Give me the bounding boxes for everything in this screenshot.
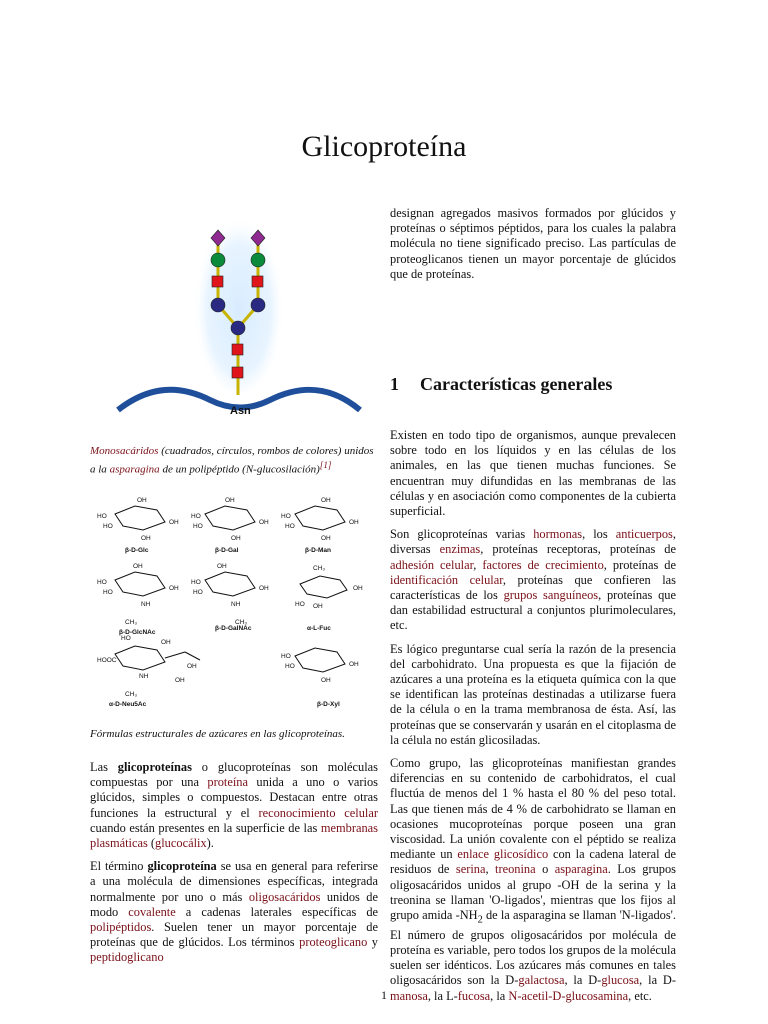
link-polipeptidos[interactable]: polipéptidos xyxy=(90,920,152,935)
paragraph-termino: El término glicoproteína se usa en general para referirse a una molécula de dimensiones específicas, integrada normalmente por uno o más oligosacáridos unidos de modo covalente a cadenas laterales específicas de polipéptidos. Suelen tener un mayor porcentaje de proteínas que de glúcidos. Los términos proteoglicano y peptidoglicano xyxy=(90,859,379,965)
svg-text:CH₃: CH₃ xyxy=(313,565,326,572)
link-proteina[interactable]: proteína xyxy=(207,775,248,790)
page-title: Glicoproteína xyxy=(301,130,467,164)
svg-text:OH: OH xyxy=(259,519,269,526)
svg-text:HO: HO xyxy=(281,653,291,660)
link-proteoglicano[interactable]: proteoglicano xyxy=(299,935,368,950)
sugar-label: β-D-Xyl xyxy=(317,701,340,708)
svg-text:HOOC: HOOC xyxy=(97,657,117,664)
svg-text:OH: OH xyxy=(137,497,147,504)
link-asparagina[interactable]: asparagina xyxy=(554,862,608,877)
circle-icon xyxy=(251,253,265,267)
svg-text:OH: OH xyxy=(259,585,269,592)
link-covalente[interactable]: covalente xyxy=(128,904,176,919)
paragraph-existen: Existen en todo tipo de organismos, aunque prevalecen sobre todo en los líquidos y en las células de los animales, en las que tienen muchas funciones. Se encuentran muy difundidas en las membranas de las células y en asociación como componentes de la cubierta superficial. xyxy=(390,428,676,519)
svg-text:OH: OH xyxy=(225,497,235,504)
svg-text:OH: OH xyxy=(175,677,185,684)
sugar-label: β-D-GalNAc xyxy=(215,625,252,632)
sugar-label: β-D-Glc xyxy=(125,547,149,554)
svg-text:HO: HO xyxy=(103,589,113,596)
svg-text:OH: OH xyxy=(321,535,331,542)
sugar-label: α-L-Fuc xyxy=(307,625,331,632)
svg-text:OH: OH xyxy=(353,585,363,592)
figure1-caption: Monosacáridos (cuadrados, círculos, rombos de colores) unidos a la asparagina de un polipéptido (N-glucosilación)[1] xyxy=(90,445,374,476)
circle-icon xyxy=(211,298,225,312)
page-number: 1 xyxy=(381,988,387,1002)
paragraph-logico: Es lógico preguntarse cual sería la razón de la presencia del carbohidrato. Una propuesta es que la fijación de azúcares a una proteína es la etiqueta química con la que se identifican las proteínas destinadas a utilizarse fuera de la célula o en la trama membranosa de ésta. Así, las proteínas que se conservarán y usarán en el citoplasma de la célula no están glicosiladas. xyxy=(390,641,676,747)
asn-label: Asn xyxy=(230,405,251,417)
svg-text:OH: OH xyxy=(349,519,359,526)
link-enzimas[interactable]: enzimas xyxy=(439,542,481,557)
link-enlace-glicosidico[interactable]: enlace glicosídico xyxy=(457,847,549,862)
link-galactosa[interactable]: galactosa xyxy=(518,973,565,988)
link-membranas-plasmaticas[interactable]: membranas plasmáticas xyxy=(90,820,378,851)
svg-text:HO: HO xyxy=(121,635,131,642)
svg-text:OH: OH xyxy=(169,519,179,526)
sugar-label: β-D-Man xyxy=(305,547,331,554)
svg-text:HO: HO xyxy=(97,513,107,520)
svg-text:OH: OH xyxy=(217,563,227,570)
svg-text:OH: OH xyxy=(133,563,143,570)
svg-text:OH: OH xyxy=(141,535,151,542)
section-heading: 1 Características generales xyxy=(390,374,613,394)
link-peptidoglicano[interactable]: peptidoglicano xyxy=(90,950,164,965)
link-n-acetil-glucosamina[interactable]: N-acetil-D-glucosamina xyxy=(508,988,629,1003)
link-glucocalix[interactable]: glucocálix xyxy=(155,836,207,851)
link-reconocimiento-celular[interactable]: reconocimiento celular xyxy=(258,805,379,820)
svg-text:OH: OH xyxy=(313,603,323,610)
square-icon xyxy=(232,344,243,355)
svg-text:CH₃: CH₃ xyxy=(235,619,248,626)
link-anticuerpos[interactable]: anticuerpos xyxy=(615,527,673,542)
paragraph-son: Son glicoproteínas varias hormonas, los anticuerpos, diversas enzimas, proteínas receptoras, proteínas de adhesión celular, factores de crecimiento, proteínas de identificación celular, proteínas que confieren las características de los grupos sanguíneos, proteínas que dan estabilidad estructural a conjuntos plurimoleculares, etc. xyxy=(390,527,677,633)
paragraph-grupo: Como grupo, las glicoproteínas manifiestan grandes diferencias en su contenido de carbohidratos, el cual fluctúa de menos del 1 % hasta el 80 % del peso total. Las que tienen más de 4 % de carbohidrato se llaman en ocasiones mucoproteínas porque poseen una gran viscosidad. La unión covalente con el péptido se realiza mediante un enlace glicosídico con la cadena lateral de residuos de serina, treonina o asparagina. Los grupos oligosacáridos unidos al grupo -OH de la serina y la treonina se llaman 'O-ligados', mientras que los fijos al grupo amida $-NH_2$ de la asparagina se llaman 'N-ligados'. El número de grupos oligosacáridos por molécula de proteína es variable, pero todos los grupos de la molécula suelen ser idénticos. Los azúcares más comunes en tales oligosacáridos son la D-galactosa, la D-glucosa, la D-manosa, la L-fucosa, la N-acetil-D-glucosamina, etc. xyxy=(390,756,677,1003)
square-icon xyxy=(232,367,243,378)
svg-text:HO: HO xyxy=(97,579,107,586)
svg-text:CH₃: CH₃ xyxy=(125,691,138,698)
svg-text:HO: HO xyxy=(295,601,305,608)
svg-text:HO: HO xyxy=(191,513,201,520)
link-treonina[interactable]: treonina xyxy=(495,862,536,877)
paragraph-continuation: designan agregados masivos formados por glúcidos y proteínas o séptimos péptidos, para los cuales la palabra molécula no tiene significado preciso. Las partículas de proteoglicanos tienen un mayor porcentaje de glúcidos que de proteínas. xyxy=(390,206,676,281)
svg-text:OH: OH xyxy=(187,663,197,670)
svg-text:HO: HO xyxy=(191,579,201,586)
link-factores-crecimiento[interactable]: factores de crecimiento xyxy=(482,557,604,572)
svg-text:NH: NH xyxy=(231,601,241,608)
figure2-caption: Fórmulas estructurales de azúcares en las glicoproteínas. xyxy=(90,728,345,740)
square-icon xyxy=(252,276,263,287)
svg-text:NH: NH xyxy=(141,601,151,608)
svg-text:OH: OH xyxy=(349,661,359,668)
sugar-label: β-D-GlcNAc xyxy=(119,629,156,636)
svg-text:OH: OH xyxy=(321,677,331,684)
svg-text:OH: OH xyxy=(231,535,241,542)
link-grupos-sanguineos[interactable]: grupos sanguíneos xyxy=(503,588,599,603)
square-icon xyxy=(212,276,223,287)
link-glucosa[interactable]: glucosa xyxy=(601,973,640,988)
circle-icon xyxy=(211,253,225,267)
link-serina[interactable]: serina xyxy=(455,862,486,877)
svg-text:CH₃: CH₃ xyxy=(125,619,138,626)
svg-text:HO: HO xyxy=(285,523,295,530)
link-fucosa[interactable]: fucosa xyxy=(457,988,491,1003)
right-column xyxy=(390,206,676,290)
svg-text:OH: OH xyxy=(169,585,179,592)
sugar-structures-figure xyxy=(95,492,365,714)
circle-icon xyxy=(251,298,265,312)
svg-text:OH: OH xyxy=(161,639,171,646)
glycan-diagram xyxy=(110,210,370,425)
right-column-section xyxy=(390,428,676,1012)
paragraph-intro: Las glicoproteínas o glucoproteínas son moléculas compuestas por una proteína unida a uno o varios glúcidos, simples o compuestos. Destacan entre otras funciones la estructural y el reconocimiento celular cuando están presentes en la superficie de las membranas plasmáticas (glucocálix). xyxy=(90,760,379,851)
svg-text:NH: NH xyxy=(139,673,149,680)
sugar-label: β-D-Gal xyxy=(215,547,239,554)
link-identificacion-celular[interactable]: identificación celular xyxy=(390,572,503,587)
svg-text:HO: HO xyxy=(103,523,113,530)
svg-text:HO: HO xyxy=(193,523,203,530)
sugar-label: α-D-Neu5Ac xyxy=(109,701,147,708)
left-column xyxy=(90,760,378,974)
svg-text:HO: HO xyxy=(285,663,295,670)
link-oligosacaridos[interactable]: oligosacáridos xyxy=(248,889,321,904)
link-manosa[interactable]: manosa xyxy=(390,988,428,1003)
svg-text:HO: HO xyxy=(281,513,291,520)
circle-icon xyxy=(231,321,245,335)
svg-text:OH: OH xyxy=(321,497,331,504)
svg-text:HO: HO xyxy=(193,589,203,596)
link-hormonas[interactable]: hormonas xyxy=(533,527,583,542)
link-adhesion-celular[interactable]: adhesión celular xyxy=(390,557,474,572)
